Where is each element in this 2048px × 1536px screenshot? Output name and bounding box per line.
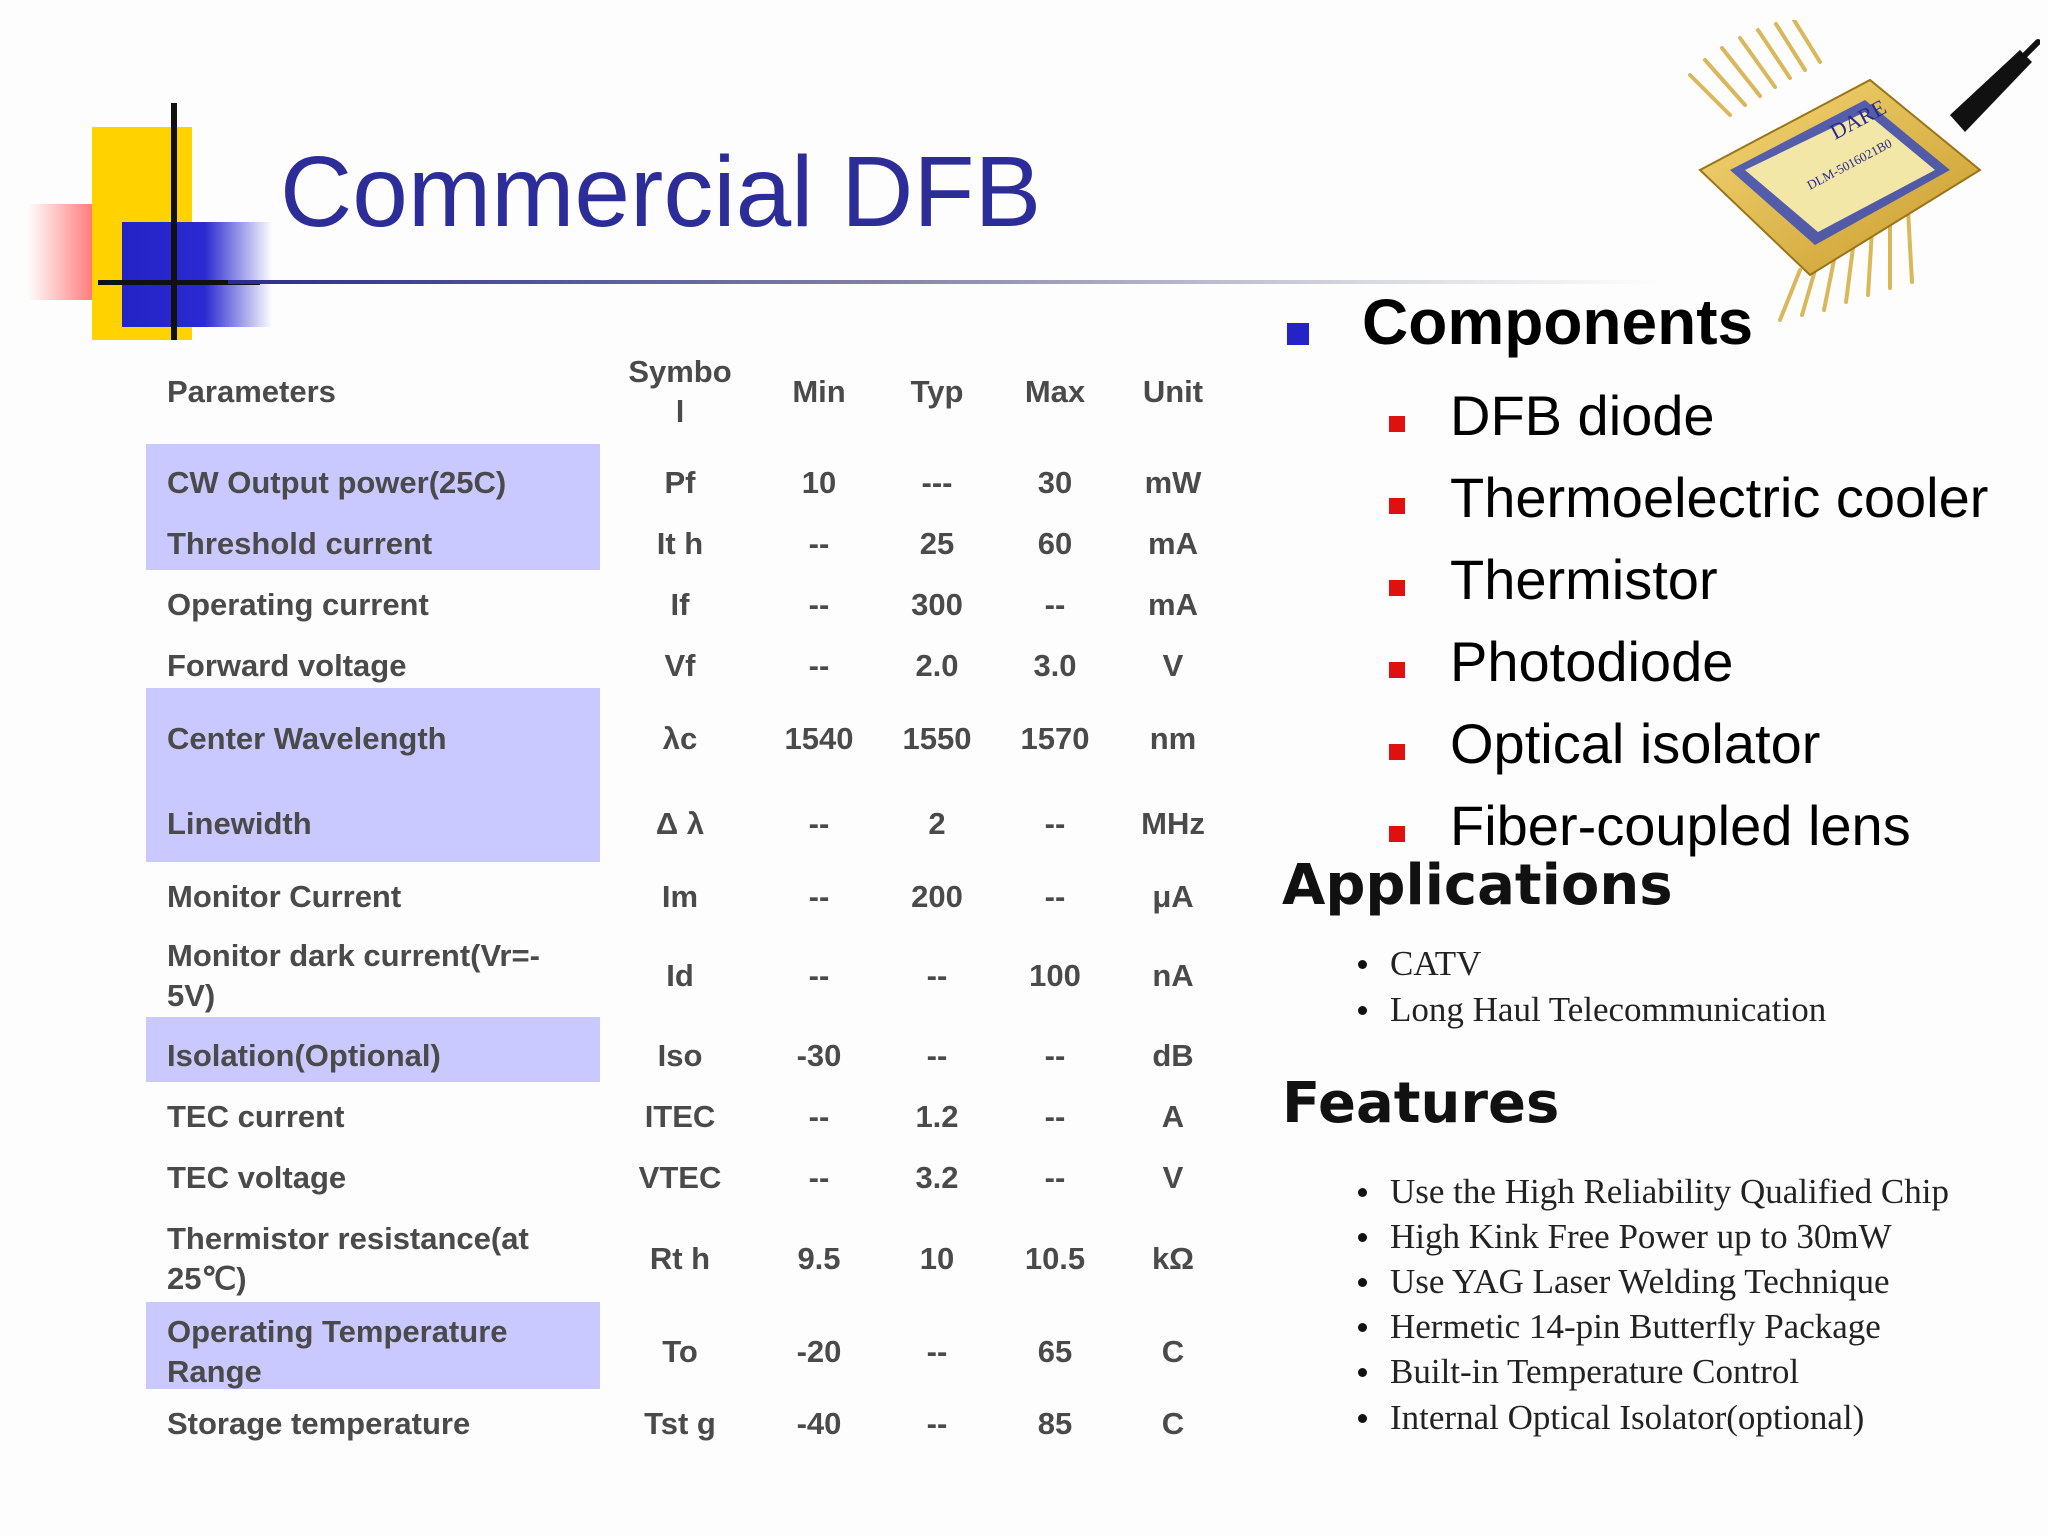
red-square-bullet-icon	[1389, 826, 1405, 842]
unit-cell: A	[1161, 1098, 1185, 1134]
bullet-dot-icon	[1358, 1233, 1367, 1242]
component-item: DFB diode	[1450, 384, 1715, 447]
unit-cell: V	[1162, 647, 1184, 683]
symbol-cell: Pf	[664, 464, 696, 500]
unit-cell: nm	[1149, 720, 1197, 756]
min-cell: -20	[796, 1333, 842, 1369]
red-square-bullet-icon	[1389, 580, 1405, 596]
param-name	[167, 1312, 587, 1392]
max-cell: --	[1044, 878, 1066, 914]
min-cell: --	[808, 878, 830, 914]
min-cell: --	[808, 958, 830, 993]
max-cell: --	[1044, 586, 1066, 622]
param-name	[167, 936, 587, 1016]
param-name: Center Wavelength	[167, 720, 447, 756]
components-heading: Components	[1362, 286, 1754, 358]
unit-cell: μA	[1152, 878, 1194, 914]
param-name-line2: 25℃)	[167, 1261, 247, 1296]
red-square-bullet-icon	[1389, 498, 1405, 514]
min-cell: -30	[796, 1037, 842, 1073]
typ-cell: 2.0	[915, 647, 959, 683]
symbol-cell: Iso	[657, 1037, 703, 1073]
typ-cell: 1550	[902, 720, 972, 756]
typ-cell: ---	[921, 464, 953, 500]
max-cell: 10.5	[1024, 1241, 1086, 1276]
symbol-cell: Rt h	[649, 1241, 711, 1276]
symbol-cell: Id	[666, 958, 694, 993]
unit-cell: mW	[1144, 464, 1202, 500]
red-square-bullet-icon	[1389, 416, 1405, 432]
max-cell: 60	[1037, 525, 1073, 561]
param-name-line2: 5V)	[167, 978, 216, 1013]
product-model-label: DLM-5016021B0	[1804, 135, 1895, 193]
title-underline	[228, 280, 1658, 284]
symbol-cell: λc	[662, 720, 698, 756]
header-symbol-line2: l	[675, 394, 685, 429]
max-cell: --	[1044, 1159, 1066, 1195]
typ-cell: 1.2	[915, 1098, 959, 1134]
feature-item: Hermetic 14-pin Butterfly Package	[1390, 1307, 1881, 1346]
symbol-cell: Vf	[664, 647, 696, 683]
unit-cell: C	[1161, 1405, 1185, 1441]
typ-cell: 10	[919, 1241, 955, 1276]
max-cell: 1570	[1020, 720, 1090, 756]
typ-cell: 200	[911, 878, 963, 914]
unit-cell: MHz	[1141, 805, 1205, 841]
typ-cell: --	[926, 1037, 948, 1073]
symbol-cell: VTEC	[638, 1159, 722, 1195]
component-item: Fiber-coupled lens	[1450, 794, 1911, 857]
symbol-cell: Im	[661, 878, 699, 914]
unit-cell: kΩ	[1151, 1241, 1195, 1276]
component-item: Photodiode	[1450, 630, 1734, 693]
unit-cell: mA	[1148, 525, 1198, 561]
decor-vertical-line	[171, 103, 177, 340]
param-name-line1: Monitor dark current(Vr=-	[167, 938, 540, 973]
max-cell: --	[1044, 1098, 1066, 1134]
min-cell: --	[808, 1159, 830, 1195]
min-cell: 1540	[784, 720, 854, 756]
typ-cell: 25	[919, 525, 955, 561]
page-title: Commercial DFB	[280, 136, 1042, 248]
application-item: CATV	[1390, 944, 1482, 983]
min-cell: --	[808, 805, 830, 841]
param-name-line1: Operating Temperature	[167, 1313, 508, 1349]
typ-cell: --	[926, 958, 948, 993]
feature-item: High Kink Free Power up to 30mW	[1390, 1217, 1892, 1256]
param-name-line1: Thermistor resistance(at	[167, 1221, 529, 1256]
bullet-dot-icon	[1358, 1414, 1367, 1423]
bullet-dot-icon	[1358, 1278, 1367, 1287]
max-cell: 100	[1029, 958, 1081, 993]
min-cell: 10	[801, 464, 837, 500]
min-cell: --	[808, 1098, 830, 1134]
bullet-dot-icon	[1358, 1323, 1367, 1332]
param-name: Forward voltage	[167, 647, 407, 683]
param-name: Storage temperature	[167, 1405, 471, 1441]
max-cell: 30	[1037, 464, 1073, 500]
header-symbol	[600, 352, 760, 432]
feature-item: Use YAG Laser Welding Technique	[1390, 1262, 1890, 1301]
max-cell: --	[1044, 1037, 1066, 1073]
typ-cell: --	[926, 1405, 948, 1441]
bullet-dot-icon	[1358, 960, 1367, 969]
symbol-cell: It h	[656, 525, 704, 561]
param-name: TEC voltage	[167, 1159, 347, 1195]
symbol-cell: Tst g	[644, 1405, 716, 1441]
features-heading: Features	[1282, 1071, 1560, 1136]
feature-item: Use the High Reliability Qualified Chip	[1390, 1172, 1949, 1211]
header-min: Min	[792, 374, 846, 409]
typ-cell: 2	[928, 805, 946, 841]
param-name: CW Output power(25C)	[167, 464, 507, 500]
max-cell: 3.0	[1033, 647, 1077, 683]
param-name: Operating current	[167, 586, 429, 622]
unit-cell: dB	[1152, 1037, 1194, 1073]
unit-cell: nA	[1152, 958, 1194, 993]
header-max: Max	[1024, 374, 1086, 409]
param-name: TEC current	[167, 1098, 345, 1134]
red-square-bullet-icon	[1389, 662, 1405, 678]
param-name: Threshold current	[167, 525, 433, 561]
red-square-bullet-icon	[1389, 744, 1405, 760]
symbol-cell: ITEC	[644, 1098, 716, 1134]
header-typ: Typ	[910, 374, 964, 409]
component-item: Optical isolator	[1450, 712, 1821, 775]
param-name: Monitor Current	[167, 878, 402, 914]
unit-cell: V	[1162, 1159, 1184, 1195]
header-symbol-line1: Symbo	[628, 354, 732, 389]
bullet-dot-icon	[1358, 1368, 1367, 1377]
unit-cell: C	[1161, 1333, 1185, 1369]
bullet-dot-icon	[1358, 1006, 1367, 1015]
param-name	[167, 1219, 587, 1299]
min-cell: --	[808, 647, 830, 683]
param-name-line2: Range	[167, 1353, 262, 1389]
param-name: Linewidth	[167, 805, 312, 841]
min-cell: -40	[796, 1405, 842, 1441]
unit-cell: mA	[1148, 586, 1198, 622]
component-item: Thermoelectric cooler	[1450, 466, 1989, 529]
feature-item: Internal Optical Isolator(optional)	[1390, 1398, 1865, 1437]
param-name: Isolation(Optional)	[167, 1037, 441, 1073]
max-cell: 65	[1037, 1333, 1073, 1369]
product-brand-label: DARE	[1825, 94, 1891, 145]
min-cell: 9.5	[797, 1241, 841, 1276]
component-item: Thermistor	[1450, 548, 1718, 611]
symbol-cell: If	[670, 586, 690, 622]
min-cell: --	[808, 525, 830, 561]
min-cell: --	[808, 586, 830, 622]
typ-cell: --	[926, 1333, 948, 1369]
typ-cell: 3.2	[915, 1159, 959, 1195]
symbol-cell: To	[662, 1333, 698, 1369]
header-unit: Unit	[1142, 374, 1204, 409]
components-bullet-icon	[1287, 323, 1309, 345]
feature-item: Built-in Temperature Control	[1390, 1352, 1800, 1391]
applications-heading: Applications	[1282, 853, 1673, 918]
max-cell: --	[1044, 805, 1066, 841]
bullet-dot-icon	[1358, 1188, 1367, 1197]
symbol-cell: Δ λ	[655, 805, 705, 841]
header-parameters: Parameters	[167, 374, 336, 409]
max-cell: 85	[1037, 1405, 1073, 1441]
typ-cell: 300	[911, 586, 963, 622]
application-item: Long Haul Telecommunication	[1390, 990, 1827, 1029]
decor-blue-block	[122, 222, 272, 327]
